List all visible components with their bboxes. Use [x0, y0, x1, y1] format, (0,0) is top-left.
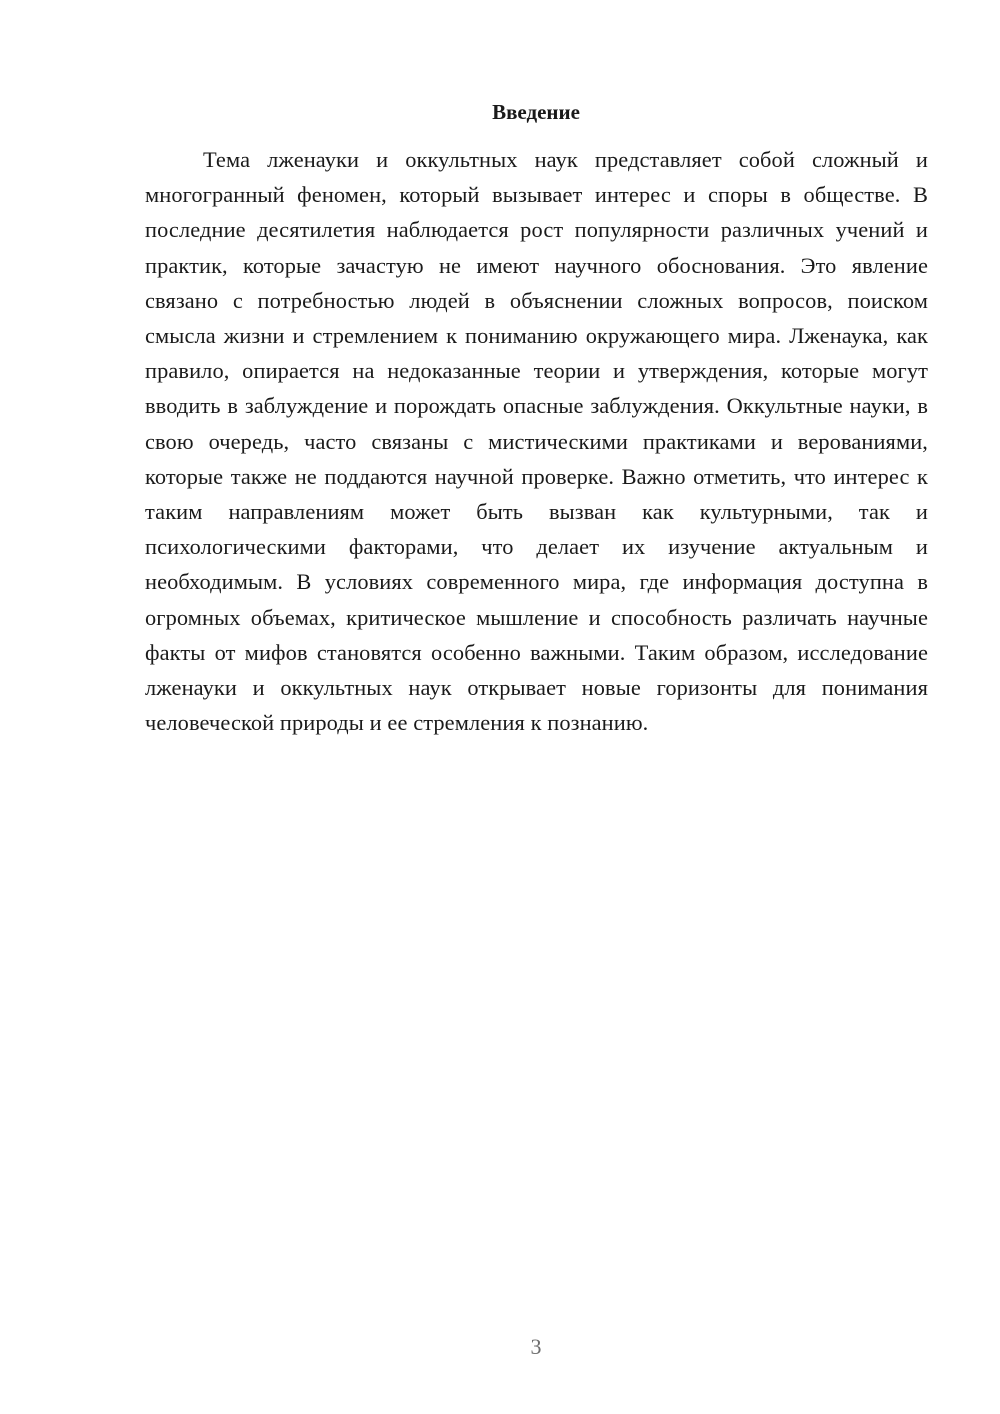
page-title: Введение [492, 100, 580, 124]
heading-container [145, 98, 927, 126]
page-number: 3 [530, 1334, 542, 1359]
body-paragraph: Тема лженауки и оккультных наук представляет собой сложный и многогранный феномен, который вызывает интерес и споры в обществе. В последние десятилетия наблюдается рост популярности различных учений и практик, которые зачастую не имеют научного обоснования. Это явление связано с потребностью людей в объяснении сложных вопросов, поиском смысла жизни и стремлением к пониманию окружающего мира. Лженаука, как правило, опирается на недоказанные теории и утверждения, которые могут вводить в заблуждение и порождать опасные заблуждения. Оккультные науки, в свою очередь, часто связаны с мистическими практиками и верованиями, которые также не поддаются научной проверке. Важно отметить, что интерес к таким направлениям может быть вызван как культурными, так и психологическими факторами, что делает их изучение актуальным и необходимым. В условиях современного мира, где информация доступна в огромных объемах, критическое мышление и способность различать научные факты от мифов становятся особенно важными. Таким образом, исследование лженауки и оккультных наук открывает новые горизонты для понимания человеческой природы и ее стремления к познанию. [145, 147, 928, 736]
